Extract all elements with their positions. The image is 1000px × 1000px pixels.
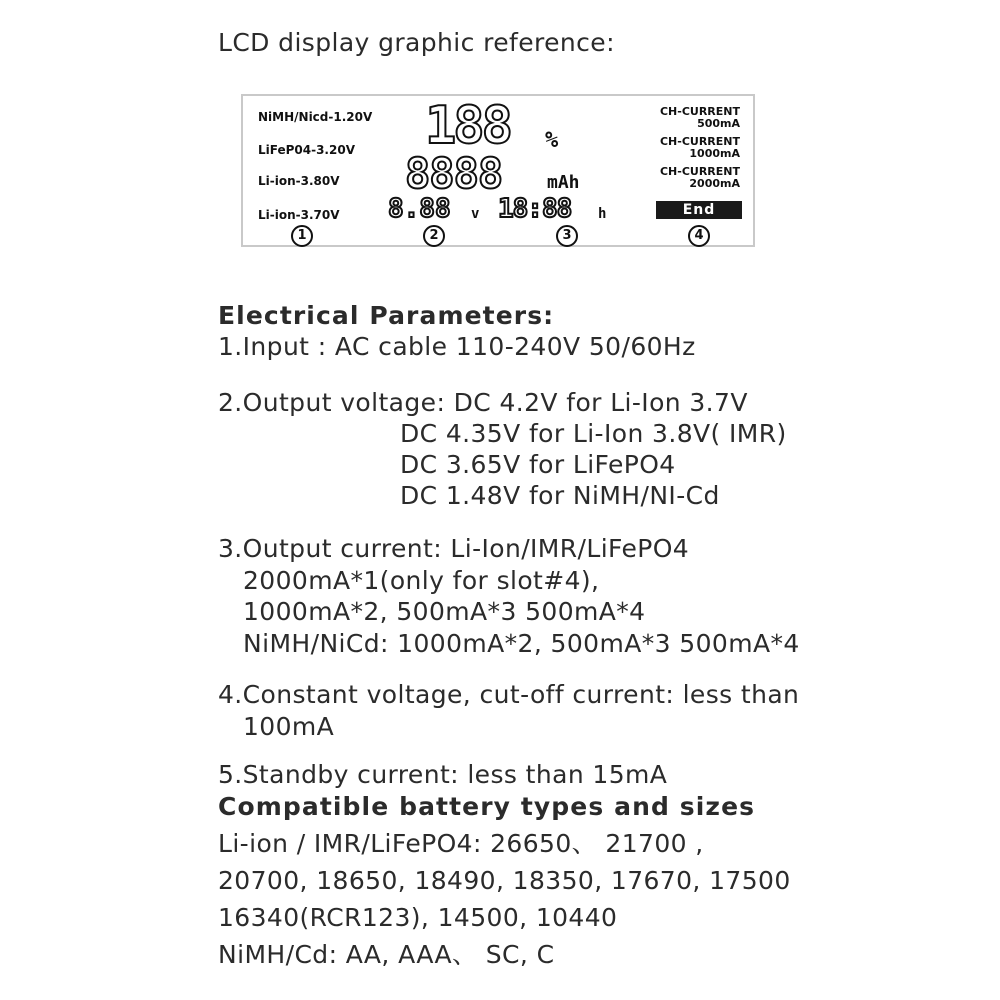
lcd-current-1000: CH-CURRENT 1000mA [659,135,740,160]
lcd-time-digits: 18:88 [498,194,572,224]
output-current-line-2: 2000mA*1(only for slot#4), [243,566,600,595]
cutoff-line-2: 100mA [243,712,335,741]
lcd-capacity-unit: mAh [547,172,580,193]
compatible-line-4: NiMH/Cd: AA, AAA、 SC, C [218,940,555,969]
lcd-end-indicator: End [656,201,742,219]
output-current-line-1: 3.Output current: Li-Ion/IMR/LiFePO4 [218,534,690,563]
lcd-percent-unit: % [545,128,559,153]
standby-line: 5.Standby current: less than 15mA [218,760,668,789]
output-voltage-line-1: 2.Output voltage: DC 4.2V for Li-Ion 3.7V [218,388,748,417]
slot-2-icon: 2 [423,225,445,247]
compatible-line-1: Li-ion / IMR/LiFePO4: 26650、 21700 , [218,829,704,858]
slot-4-icon: 4 [688,225,710,247]
cutoff-line-1: 4.Constant voltage, cut-off current: less than [218,680,800,709]
lcd-capacity-digits: 8888 [405,149,503,198]
output-current-line-3: 1000mA*2, 500mA*3 500mA*4 [243,597,646,626]
output-current-line-4: NiMH/NiCd: 1000mA*2, 500mA*3 500mA*4 [243,629,800,658]
lcd-voltage-digits: 8.88 [388,194,451,224]
lcd-display-graphic [241,94,755,247]
lcd-current-500: CH-CURRENT 500mA [659,105,740,130]
lcd-current-2000: CH-CURRENT 2000mA [659,165,740,190]
lcd-label-liion-370: Li-ion-3.70V [258,208,340,222]
compatible-line-2: 20700, 18650, 18490, 18350, 17670, 17500 [218,866,791,895]
input-line: 1.Input : AC cable 110-240V 50/60Hz [218,332,696,361]
lcd-percent-digits: 188 [425,96,510,156]
lcd-time-unit: h [598,206,607,222]
lcd-label-liion-380: Li-ion-3.80V [258,174,340,188]
compatible-line-3: 16340(RCR123), 14500, 10440 [218,903,618,932]
lcd-reference-title: LCD display graphic reference: [218,28,615,57]
slot-1-icon: 1 [291,225,313,247]
lcd-label-nimh: NiMH/Nicd-1.20V [258,110,373,124]
output-voltage-line-4: DC 1.48V for NiMH/NI-Cd [400,481,720,510]
output-voltage-line-2: DC 4.35V for Li-Ion 3.8V( IMR) [400,419,787,448]
compatible-heading: Compatible battery types and sizes [218,792,756,821]
electrical-heading: Electrical Parameters: [218,301,555,330]
output-voltage-line-3: DC 3.65V for LiFePO4 [400,450,676,479]
lcd-label-lifepo4: LiFeP04-3.20V [258,143,355,157]
lcd-voltage-unit: v [471,206,480,222]
slot-3-icon: 3 [556,225,578,247]
